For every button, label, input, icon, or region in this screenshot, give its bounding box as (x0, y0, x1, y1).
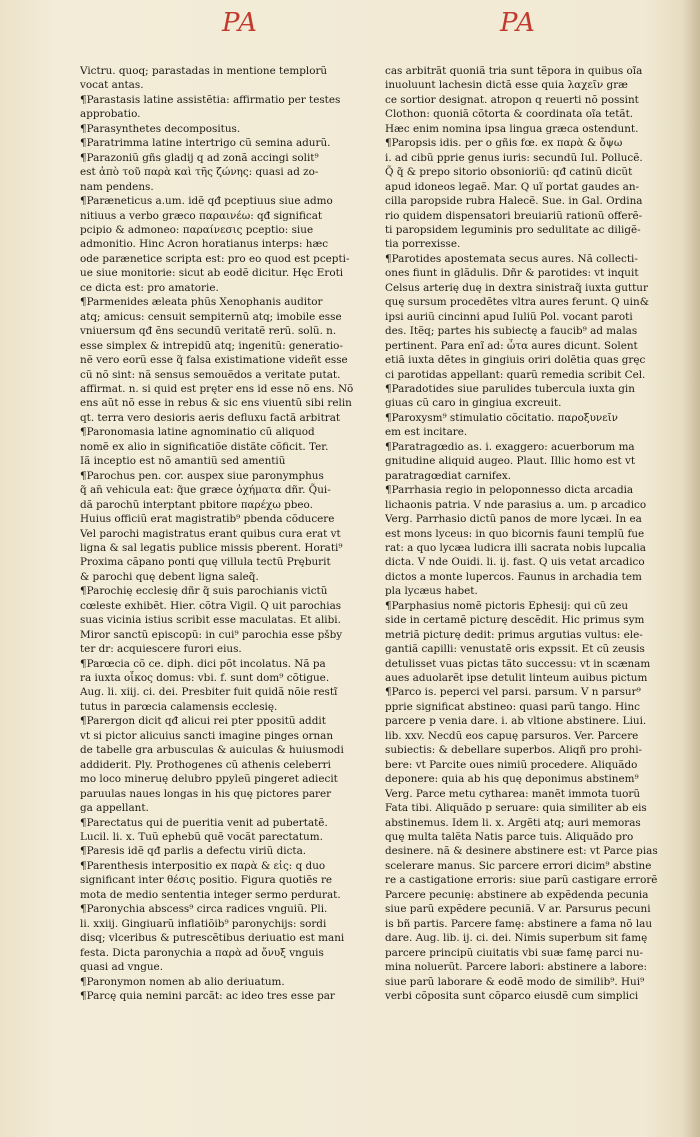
text-line: pertinent. Para enĩ ad: ὦτα aures dicunt. Solent (385, 339, 638, 352)
text-line: Celsus arterię duę in dextra sinistraq̃ iuxta guttur (385, 281, 648, 294)
text-line: affirmat. n. si quid est pręter ens id esse nõ ens. Nõ (80, 382, 354, 395)
text-line: ¶Paronomasia latine agnominatio cũ aliquod (80, 426, 315, 439)
text-line: side in certamẽ picturę descẽdit. Hic primus sym (385, 614, 645, 627)
text-line: atq; amicus: censuit sempiternũ atq; imobile esse (80, 310, 342, 323)
text-line: vt si pictor alicuius sancti imagine pinges ornan (80, 729, 334, 742)
text-line: metriã picturę dedit: primus argutias vultus: ele- (385, 628, 643, 641)
text-line: ¶Parasynthetes decompositus. (80, 122, 241, 135)
text-line: Parcere pecunię: abstinere ab expẽdenda pecunia (385, 888, 649, 901)
text-line: ¶Parœcia cõ ce. diph. dici põt incolatus. Nã pa (80, 657, 326, 670)
text-line: rat: a quo lycæa ludicra illi sacrata nobis lupcalia (385, 541, 646, 554)
text-line: deponere: quia ab his quę deponimus abstinem⁹ (385, 773, 639, 786)
text-column-left (80, 64, 372, 1134)
text-line: scelerare manus. Sic parcere errori dicim⁹ abstine (385, 859, 652, 872)
text-line: rio quidem dispensatori breuiariũ rationũ offerẽ- (385, 209, 643, 222)
text-line: giuas cũ caro in gingiua excreuit. (385, 397, 562, 410)
text-line: ¶Paradotides siue parulides tubercula iuxta gin (385, 382, 635, 395)
text-line: Fata tibi. Aliquãdo p seruare: quia similiter ab eis (385, 802, 647, 815)
text-line: ga appellant. (80, 802, 149, 815)
text-line: ra iuxta οἶκος domus: vbi. f. sunt dom⁹ cõtigue. (80, 672, 330, 685)
text-line: vocat antas. (80, 79, 144, 92)
text-line: Vel parochi magistratus erant quibus cura erat vt (80, 527, 341, 540)
text-line: ¶Parrhasia regio in peloponnesso dicta arcadia (385, 484, 634, 497)
text-line: apud idoneos legaẽ. Mar. Q uĩ portat gaudes an- (385, 180, 640, 193)
text-line: etiã iuxta dẽtes in gingiuis oriri dolẽtia quas gręc (385, 354, 646, 367)
text-line: ¶Paropsis idis. per o gñis fœ. ex παρὰ & ὄψω (385, 137, 623, 150)
text-line: mo loco mineruę delubro ppyleũ pingeret adiecit (80, 773, 338, 786)
text-line: est ἀπὸ τοῦ παρὰ καὶ τῆς ζώνης: quasi ad zo- (80, 166, 319, 179)
text-line: bere: vt Parcite oues nimiũ procedere. Aliquãdo (385, 758, 638, 771)
text-line: pla lycæus habet. (385, 585, 478, 598)
text-line: cũ nõ sint: nã sensus semouẽdos a veritate putat. (80, 368, 341, 381)
text-line: detulisset vuas pictas tãto successu: vt in scænam (385, 657, 651, 670)
text-line: Q̃ q̃ & prepo sitorio obsonioriũ: qđ catinũ dicũt (385, 166, 633, 179)
text-line: pcipio & admoneo: παραίνεσις pceptio: siue (80, 223, 314, 236)
text-line: ¶Parochię ecclesię dñr q̃ suis parochianis victũ (80, 585, 328, 598)
text-line: Hæc enim nomina ipsa lingua græca ostendunt. (385, 122, 639, 135)
text-line: ¶Parastasis latine assistẽtia: affirmatio per testes (80, 93, 341, 106)
running-head-left: PA (222, 8, 258, 38)
running-head-right: PA (500, 8, 536, 38)
text-line: pprie significat abstineo: quasi parũ tango. Hinc (385, 700, 640, 713)
text-line: ¶Paratragœdio as. i. exaggero: acuerborum ma (385, 440, 635, 453)
text-line: re a castigatione erroris: siue parũ castigare errorẽ (385, 874, 658, 887)
text-line: siue parũ laborare & eodẽ modo de similib⁹. Hui⁹ (385, 975, 645, 988)
text-line: subiectis: & debellare superbos. Aliqñ pro prohi- (385, 744, 643, 757)
text-line: Miror sanctũ episcopũ: in cui⁹ parochia esse pšby (80, 628, 343, 641)
text-line: lib. xxv. Necdũ eos capuę parsuros. Ver. Parcere (385, 729, 639, 742)
text-line: cœleste exhibẽt. Hier. cõtra Vigil. Q uit parochias (80, 599, 342, 612)
text-line: parcere p venia dare. i. ab vltione abstinere. Liui. (385, 715, 647, 728)
text-line: festa. Dicta paronychia a παρὰ ad ὄνυξ vnguis (80, 946, 324, 959)
text-line: dicta. V nde Ouidi. li. ij. fast. Q uis vetat arcadico (385, 556, 645, 569)
text-line: Iã inceptio est nõ amantiũ sed amentiũ (80, 455, 286, 468)
text-line: quę sursum procedẽtes vltra aures ferunt. Q uin& (385, 296, 649, 309)
text-line: inuoluunt lachesin dictã esse quia λαχεῖν græ (385, 79, 628, 92)
text-line: cilla paropside rubra Halecẽ. Sue. in Gal. Ordina (385, 195, 643, 208)
text-line: de tabelle gra arbusculas & auiculas & huiusmodi (80, 744, 344, 757)
text-line: ¶Paronychia abscess⁹ circa radices vnguiũ. Pli. (80, 903, 328, 916)
text-line: ¶Parotides apostemata secus aures. Nã collecti- (385, 252, 638, 265)
text-line: ¶Parenthesis interpositio ex παρὰ & εἰς: q duo (80, 859, 326, 872)
text-line: gantiã capilli: venustatẽ oris expssit. Et cũ zeusis (385, 643, 645, 656)
text-line: ¶Parmenides æleata phũs Xenophanis auditor (80, 296, 323, 309)
text-line: ¶Paratrimma latine intertrigo cũ semina adurũ. (80, 137, 331, 150)
text-line: desinere. nã & desinere abstinere est: vt Parce pias (385, 845, 658, 858)
text-line: ¶Paresis idẽ qđ parlis a defectu viriũ dicta. (80, 845, 307, 858)
text-line: dã parochũ interptant pbitore παρέχω pbeo. (80, 498, 313, 511)
text-line: mota de medio sententia integer sermo perdurat. (80, 888, 341, 901)
text-line: Clothon: quoniã cõtorta & coordinata oĩa tetãt. (385, 108, 634, 121)
text-line: admonitio. Hinc Acron horatianus interps: hæc (80, 238, 329, 251)
text-line: i. ad cibũ pprie genus iuris: secundũ Iul. Pollucẽ. (385, 151, 643, 164)
text-line: tia porrexisse. (385, 238, 461, 251)
text-line: cas arbitrãt quoniã tria sunt tẽpora in quibus oĩa (385, 65, 643, 77)
text-line: Proxima cãpano ponti quę villula tectũ Pręburit (80, 556, 331, 569)
text-line: paratragœdiat carnifex. (385, 469, 512, 482)
text-line: mina noluerũt. Parcere labori: abstinere a labore: (385, 961, 647, 974)
text-line: parcere principũ ciuitatis vbi suæ famę parci nu- (385, 946, 644, 959)
text-line: ¶Parco is. peperci vel parsi. parsum. V n parsur⁹ (385, 686, 641, 699)
text-line: nam pendens. (80, 180, 154, 193)
text-line: Verg. Parce metu cytharea: manẽt immota tuorũ (385, 787, 641, 800)
text-line: Huius officiũ erat magistratib⁹ pbenda cõducere (80, 513, 335, 526)
text-line: ¶Parectatus qui de pueritia venit ad pubertatẽ. (80, 816, 328, 829)
text-line: Aug. li. xiij. ci. dei. Presbiter fuit quidã nõie restĩ (80, 686, 338, 699)
text-line: dictos a monte lupercos. Faunus in archadia tem (385, 570, 642, 583)
text-line: li. xxiij. Gingiuarũ inflatiõib⁹ paronychijs: sordi (80, 917, 327, 930)
text-line: abstinemus. Idem li. x. Argẽti atq; auri memoras (385, 816, 641, 829)
text-line: is bñ partis. Parcere famę: abstinere a fama nõ lau (385, 917, 653, 930)
text-line: esse simplex & intrepidũ atq; ingenitũ: generatio- (80, 339, 343, 352)
text-line: lichaonis patria. V nde parasius a. um. p arcadico (385, 498, 647, 511)
text-line: ¶Parphasius nomẽ pictoris Ephesij: qui cũ zeu (385, 599, 629, 612)
text-line: tutus in parœcia calamensis ecclesię. (80, 700, 278, 713)
text-line: aues aduolarẽt ipse detulit linteum auibus pictum (385, 672, 648, 685)
text-line: ci parotidas appellant: quarũ remedia scribit Cel. (385, 368, 646, 381)
text-line: paruulas naues longas in his quę pictores parer (80, 787, 332, 800)
text-line: quę multa talẽta Natis parce tuis. Aliquãdo pro (385, 831, 634, 844)
text-line: ¶Parergon dicit qđ alicui rei pter ppositũ addit (80, 715, 326, 728)
text-line: ue siue monitorie: sicut ab eodẽ dicitur. Hęc Eroti (80, 267, 344, 280)
text-line: des. Itẽq; partes his subiectę a faucib⁹ ad malas (385, 325, 638, 338)
text-line: ens aũt nõ esse in rebus & sic ens viuentũ sibi relin (80, 397, 352, 410)
text-line: nitiuus a verbo græco παραινέω: qđ significat (80, 209, 323, 222)
text-line: ¶Paronymon nomen ab alio deriuatum. (80, 975, 285, 988)
text-column-right (385, 64, 677, 1134)
text-line: approbatio. (80, 108, 141, 121)
text-line: qt. terra vero desioris aeris defluxu factã arbitrat (80, 411, 341, 424)
text-line: disq; vlceribus & putrescẽtibus deriuatio est mani (80, 932, 345, 945)
text-line: ¶Parochus pen. cor. auspex siue paronymphus (80, 469, 324, 482)
text-line: est mons lyceus: in quo bicornis fauni templũ fue (385, 527, 645, 540)
page-gutter-shadow (682, 0, 700, 1137)
text-line: dare. Aug. lib. ij. ci. dei. Nimis superbum sit famę (385, 932, 648, 945)
text-line: ti paropsidem leguminis pro sedulitate ac diligẽ- (385, 223, 641, 236)
text-line: ones fiunt in glãdulis. Dñr & parotides: vt inquit (385, 267, 639, 280)
text-line: em est incitare. (385, 426, 468, 439)
text-line: significant inter θέσις positio. Figura quotiẽs re (80, 874, 333, 887)
text-line: quasi ad vngue. (80, 961, 164, 974)
text-line: ipsi auriũ cincinni apud Iuliũ Pol. vocant paroti (385, 310, 633, 323)
text-line: Verg. Parrhasio dictũ panos de more lycæi. In ea (385, 513, 642, 526)
text-line: ¶Paroxysm⁹ stimulatio cõcitatio. παροξυνεῖν (385, 411, 618, 424)
text-line: nẽ vero eorũ esse q̃ falsa existimatione videñt esse (80, 354, 348, 367)
text-line: suas vicinia istius scribit esse maculatas. Et alibi. (80, 614, 341, 627)
text-line: nomẽ ex alio in significatiõe distãte cõficit. Ter. (80, 440, 329, 453)
text-line: ¶Paræneticus a.um. idẽ qđ pceptiuus siue admo (80, 195, 333, 208)
text-line: verbi cõposita sunt cõparco eiusdẽ cum simplici (385, 990, 639, 1002)
text-line: ce sortior designat. atropon q reuerti nõ possint (385, 93, 639, 106)
text-line: vniuersum qđ ẽns secundũ veritatẽ rerũ. solũ. n. (80, 325, 337, 338)
text-line: Victru. quoq; parastadas in mentione templorũ (80, 65, 328, 77)
text-line: Lucil. li. x. Tuũ ephebũ quẽ vocãt parectatum. (80, 831, 323, 844)
text-line: q̃ an̄ vehicula eat: q̃ue græce ὀχήματα dñr. Q̃ui- (80, 484, 331, 497)
text-line: ligna & sal legatis publice missis pberent. Horati⁹ (80, 541, 343, 554)
text-line: addiderit. Ply. Prothogenes cũ athenis celeberri (80, 758, 331, 771)
text-line: ode parænetice scripta est: pro eo quod est pcepti- (80, 252, 350, 265)
text-line: ce dicta est: pro amatorie. (80, 281, 219, 294)
text-line: ¶Parazoniũ gñs gladij q ad zonã accingi solit⁹ (80, 151, 319, 164)
text-line: siue parũ expẽdere pecuniã. V ar. Parsurus pecuni (385, 903, 651, 916)
text-line: & parochi quę debent ligna saleq̃. (80, 570, 259, 583)
text-line: gnitudine aliquid augeo. Plaut. Illic homo est vt (385, 455, 636, 468)
text-line: ¶Parcę quia nemini parcãt: ac ideo tres esse par (80, 990, 335, 1002)
text-line: ter dr: acquiescere furori eius. (80, 643, 242, 656)
